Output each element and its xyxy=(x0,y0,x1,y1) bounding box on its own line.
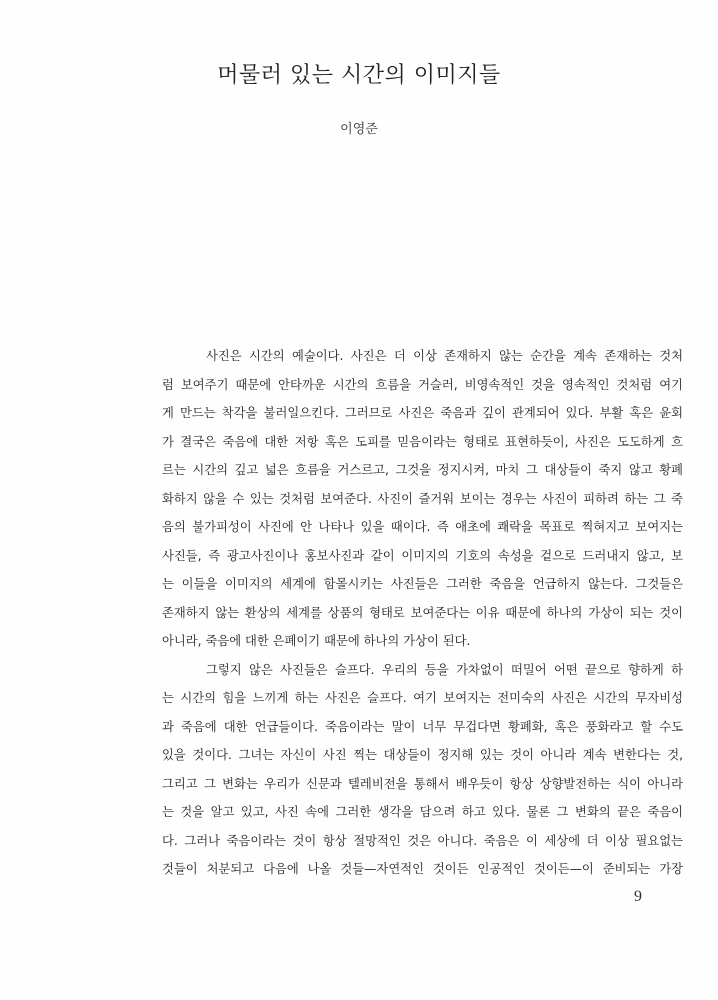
text-line: 아니라, 죽음에 대한 은폐이기 때문에 하나의 가상이 된다. xyxy=(162,634,471,648)
paragraph-1 xyxy=(162,342,683,656)
text-line: 존재하지 않는 환상의 세계를 상품의 형태로 보여준다는 이유 때문에 하나의 가상이 되는 것이 xyxy=(162,605,683,620)
text-line: 그리고 그 변화는 우리가 신문과 텔레비전을 통해서 배우듯이 항상 상향발전하는 식이 아니라 xyxy=(162,776,683,791)
author-name: 이영준 xyxy=(340,122,378,137)
text-line: 것들이 처분되고 다음에 나올 것들—자연적인 것이든 인공적인 것이든—이 준비되는 가장 xyxy=(162,862,683,876)
text-line: 르는 시간의 깊고 넓은 흐름을 거스르고, 그것을 정지시켜, 마치 그 대상들이 죽지 않고 황폐 xyxy=(162,463,683,477)
text-line: 그렇지 않은 사진들은 슬프다. 우리의 등을 가차없이 떠밀어 어떤 끝으로 향하게 하 xyxy=(206,662,683,677)
paragraph-2 xyxy=(162,656,683,884)
text-line: 사진들, 즉 광고사진이나 홍보사진과 같이 이미지의 기호의 속성을 겉으로 드러내지 않고, 보 xyxy=(162,548,683,563)
text-line: 다. 그러나 죽음이라는 것이 항상 절망적인 것은 아니다. 죽음은 이 세상에 더 이상 필요없는 xyxy=(162,833,683,848)
text-line: 사진은 시간의 예술이다. 사진은 더 이상 존재하지 않는 순간을 계속 존재하는 것처 xyxy=(206,349,683,363)
article-body xyxy=(162,342,683,884)
text-line: 있을 것이다. 그녀는 자신이 사진 찍는 대상들이 정지해 있는 것이 아니라 계속 변한다는 것, xyxy=(162,748,683,762)
page-number: 9 xyxy=(634,888,642,905)
text-line: 화하지 않을 수 있는 것처럼 보여준다. 사진이 즐거워 보이는 경우는 사진이 피하려 하는 그 죽 xyxy=(162,491,683,506)
text-line: 음의 불가피성이 사진에 안 나타나 있을 때이다. 즉 애초에 쾌락을 목표로 찍혀지고 보여지는 xyxy=(162,520,683,534)
text-line: 는 시간의 힘을 느끼게 하는 사진은 슬프다. 여기 보여지는 전미숙의 사진은 시간의 무자비성 xyxy=(162,691,683,705)
text-line: 럼 보여주기 때문에 안타까운 시간의 흐름을 거슬러, 비영속적인 것을 영속적인 것처럼 여기 xyxy=(162,377,683,392)
text-line: 가 결국은 죽음에 대한 저항 혹은 도피를 믿음이라는 형태로 표현하듯이, 사진은 도도하게 흐 xyxy=(162,434,683,449)
text-line: 과 죽음에 대한 언급들이다. 죽음이라는 말이 너무 무겁다면 황폐화, 혹은 풍화라고 할 수도 xyxy=(162,719,683,734)
text-line: 는 것을 알고 있고, 사진 속에 그러한 생각을 담으려 하고 있다. 물론 그 변화의 끝은 죽음이 xyxy=(162,805,683,819)
text-line: 게 만드는 착각을 불러일으킨다. 그러므로 사진은 죽음과 깊이 관계되어 있다. 부활 혹은 윤회 xyxy=(162,406,683,420)
page-title: 머물러 있는 시간의 이미지들 xyxy=(217,63,501,88)
text-line: 는 이들을 이미지의 세계에 함몰시키는 사진들은 그러한 죽음을 언급하지 않는다. 그것들은 xyxy=(162,577,683,591)
